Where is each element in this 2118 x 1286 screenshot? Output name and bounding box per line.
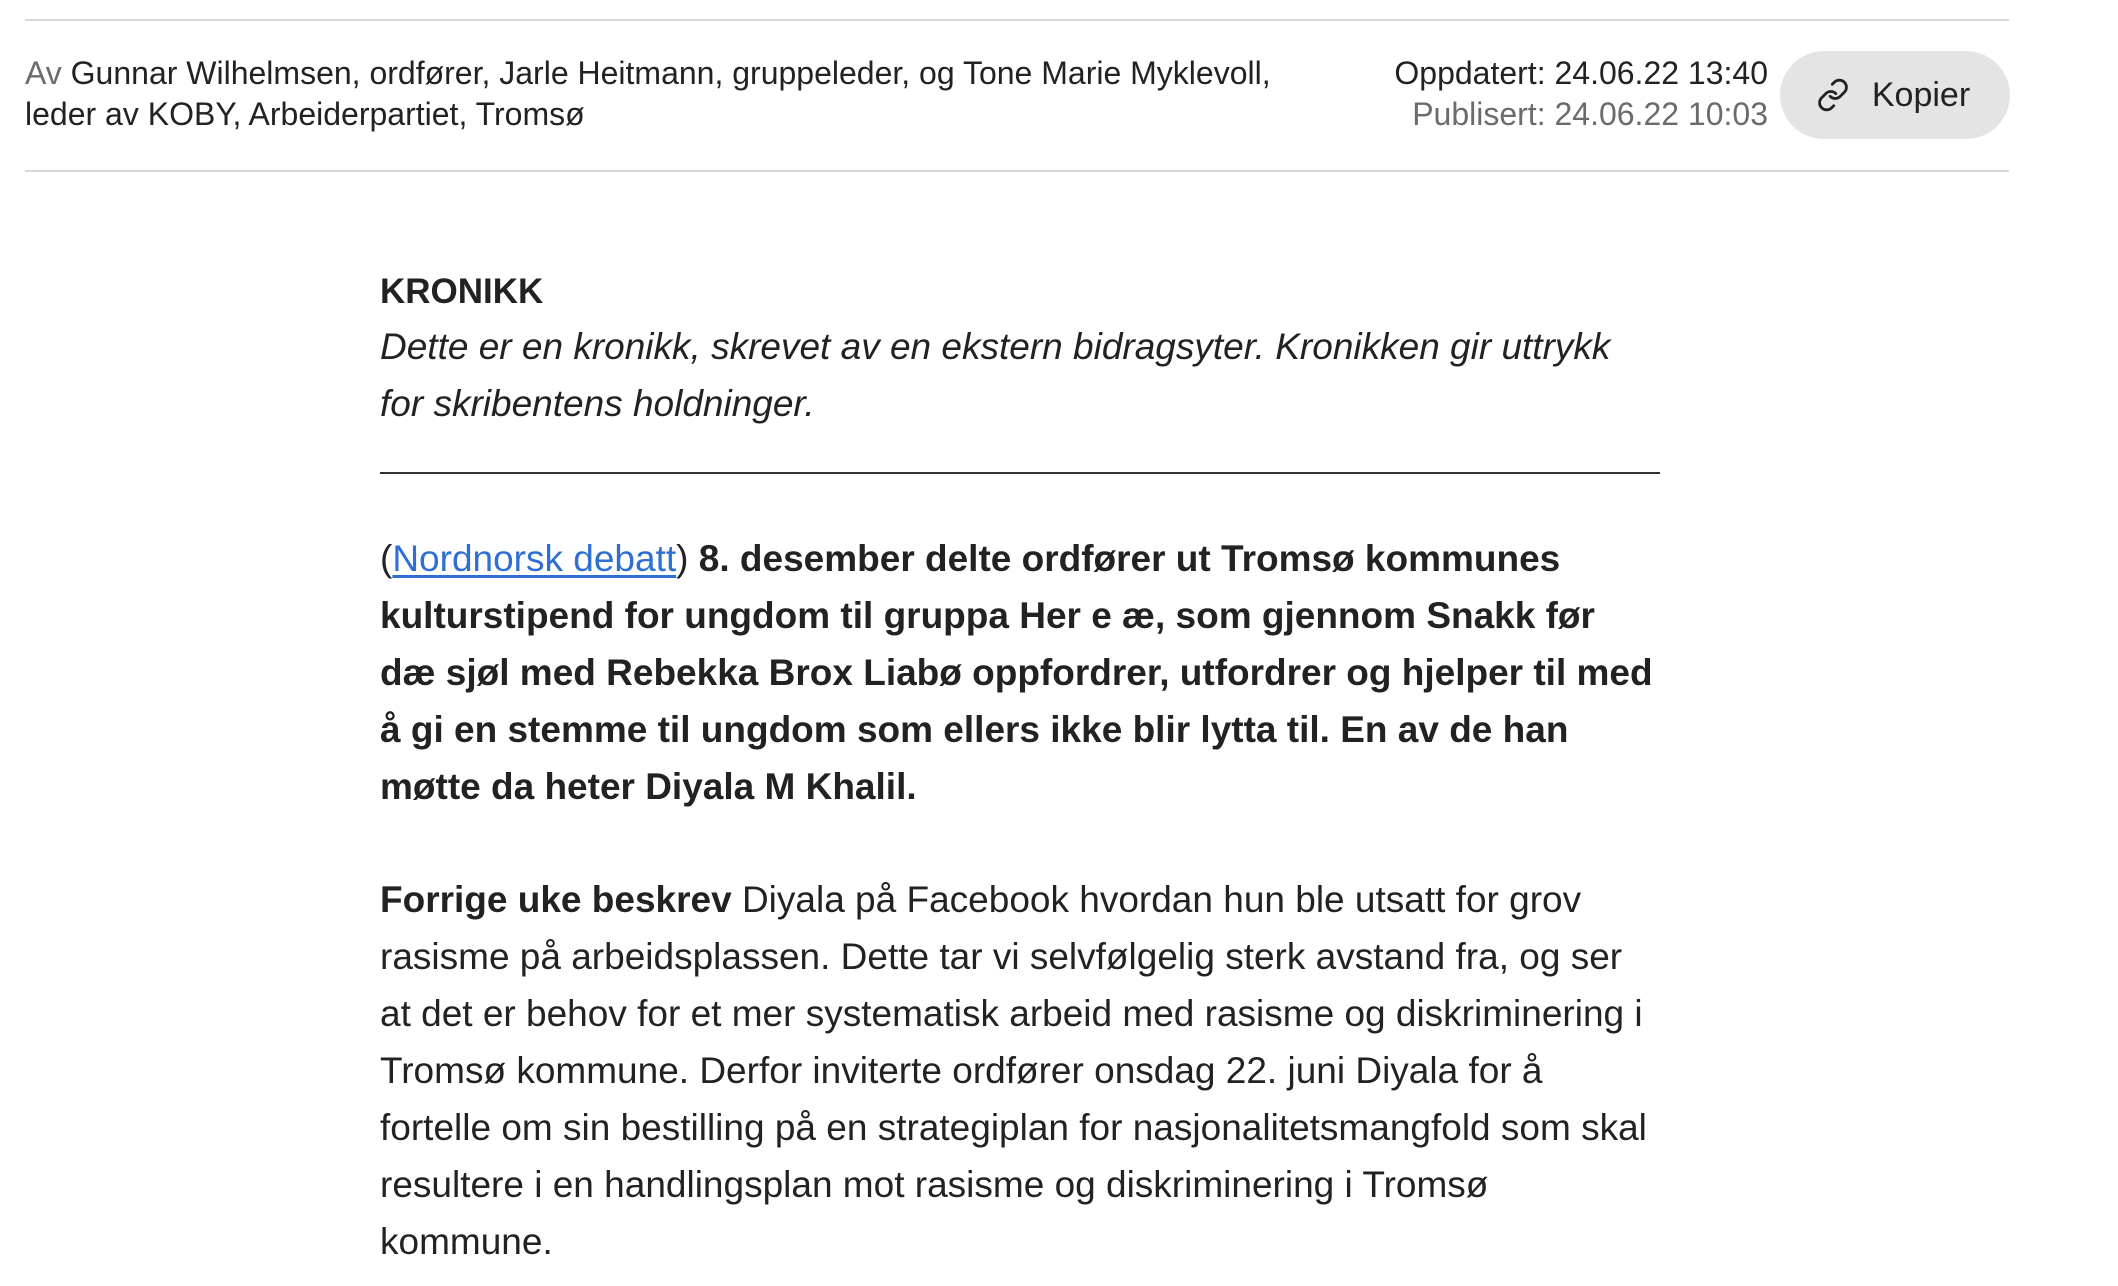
byline <box>25 53 1325 135</box>
header-bottom-divider <box>25 170 2009 172</box>
article-type-description: Dette er en kronikk, skrevet av en ekstern bidragsyter. Kronikken gir uttrykk for skribentens holdninger. <box>380 326 1611 424</box>
article-divider <box>380 472 1660 474</box>
copy-link-button[interactable] <box>1780 51 2010 139</box>
body-paragraph <box>380 871 1660 1270</box>
published-timestamp: Publisert: 24.06.22 10:03 <box>1412 96 1768 132</box>
lead-paragraph <box>380 530 1660 815</box>
nordnorsk-debatt-link[interactable]: Nordnorsk debatt <box>392 538 677 579</box>
updated-timestamp: Oppdatert: 24.06.22 13:40 <box>1394 55 1768 91</box>
copy-button-label: Kopier <box>1871 75 1971 114</box>
article-timestamps <box>1394 53 1768 135</box>
article-type-label: KRONIKK <box>380 272 544 311</box>
top-divider <box>25 19 2009 21</box>
lead-open-paren: ( <box>380 538 393 579</box>
byline-authors: Gunnar Wilhelmsen, ordfører, Jarle Heitmann, gruppeleder, og Tone Marie Myklevoll, leder av KOBY, Arbeiderpartiet, Tromsø <box>25 55 1271 132</box>
paragraph-text: Diyala på Facebook hvordan hun ble utsatt for grov rasisme på arbeidsplassen. Dette tar vi selvfølgelig sterk avstand fra, og ser at det er behov for et mer systematisk arbeid med rasisme og diskriminering i Tromsø kommune. Derfor inviterte ordfører onsdag 22. juni Diyala for å fortelle om sin bestilling på en strategiplan for nasjonalitetsmangfold som skal resultere i en handlingsplan mot rasisme og diskriminering i Tromsø kommune. <box>380 879 1647 1262</box>
link-icon <box>1816 78 1850 112</box>
byline-prefix: Av <box>25 55 62 91</box>
lead-text: 8. desember delte ordfører ut Tromsø kommunes kulturstipend for ungdom til gruppa Her e æ, som gjennom Snakk før dæ sjøl med Rebekka Brox Liabø oppfordrer, utfordrer og hjelper til med å gi en stemme til ungdom som ellers ikke blir lytta til. En av de han møtte da heter Diyala M Khalil. <box>380 538 1653 807</box>
lead-close-paren: ) <box>676 538 689 579</box>
paragraph-bold-intro: Forrige uke beskrev <box>380 879 732 920</box>
article-body <box>380 266 1660 1270</box>
